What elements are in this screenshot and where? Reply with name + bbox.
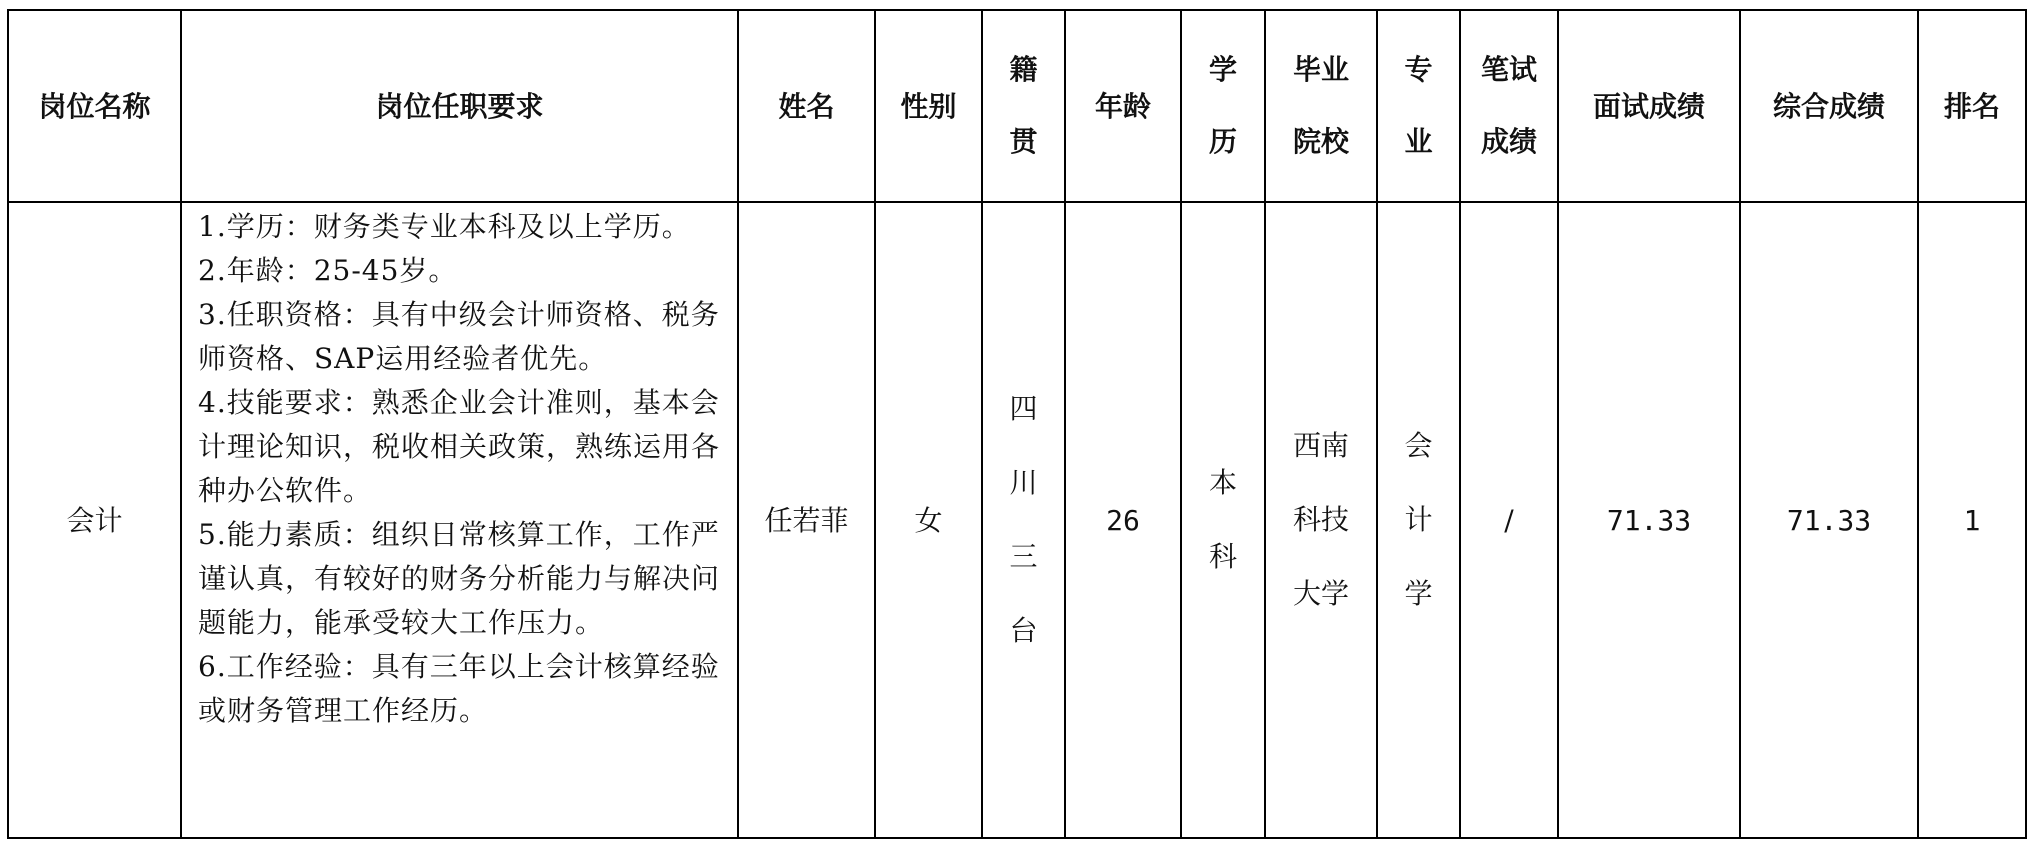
cell-total-score: 71.33 (1740, 202, 1918, 838)
cell-interview-score: 71.33 (1558, 202, 1740, 838)
header-rank: 排名 (1918, 10, 2026, 202)
cell-name: 任若菲 (738, 202, 875, 838)
results-table (7, 9, 2027, 839)
header-total-score: 综合成绩 (1740, 10, 1918, 202)
header-row (8, 10, 2026, 202)
cell-written-score: / (1460, 202, 1558, 838)
requirement-item: 2.年龄：25-45岁。 (198, 254, 458, 287)
header-school: 毕业院校 (1265, 10, 1377, 202)
cell-school: 西南科技大学 (1265, 202, 1377, 838)
cell-native-place: 四川三台 (982, 202, 1065, 838)
cell-position: 会计 (8, 202, 181, 838)
requirement-item: 4.技能要求：熟悉企业会计准则，基本会计理论知识，税收相关政策，熟练运用各种办公软件。 (198, 386, 721, 507)
cell-requirements (181, 202, 738, 838)
header-name: 姓名 (738, 10, 875, 202)
header-gender: 性别 (875, 10, 982, 202)
requirement-item: 1.学历：财务类专业本科及以上学历。 (198, 210, 691, 243)
header-age: 年龄 (1065, 10, 1181, 202)
header-requirements: 岗位任职要求 (181, 10, 738, 202)
header-major: 专业 (1377, 10, 1460, 202)
header-interview-score: 面试成绩 (1558, 10, 1740, 202)
cell-major: 会计学 (1377, 202, 1460, 838)
cell-age: 26 (1065, 202, 1181, 838)
requirement-item: 6.工作经验：具有三年以上会计核算经验或财务管理工作经历。 (198, 650, 720, 727)
table-row (8, 202, 2026, 838)
cell-gender: 女 (875, 202, 982, 838)
cell-education: 本科 (1181, 202, 1265, 838)
header-education: 学历 (1181, 10, 1265, 202)
header-native-place: 籍贯 (982, 10, 1065, 202)
requirement-item: 3.任职资格：具有中级会计师资格、税务师资格、SAP运用经验者优先。 (198, 298, 720, 375)
header-position: 岗位名称 (8, 10, 181, 202)
requirement-item: 5.能力素质：组织日常核算工作，工作严谨认真，有较好的财务分析能力与解决问题能力，能承受较大工作压力。 (198, 518, 721, 639)
cell-rank: 1 (1918, 202, 2026, 838)
header-written-score: 笔试成绩 (1460, 10, 1558, 202)
